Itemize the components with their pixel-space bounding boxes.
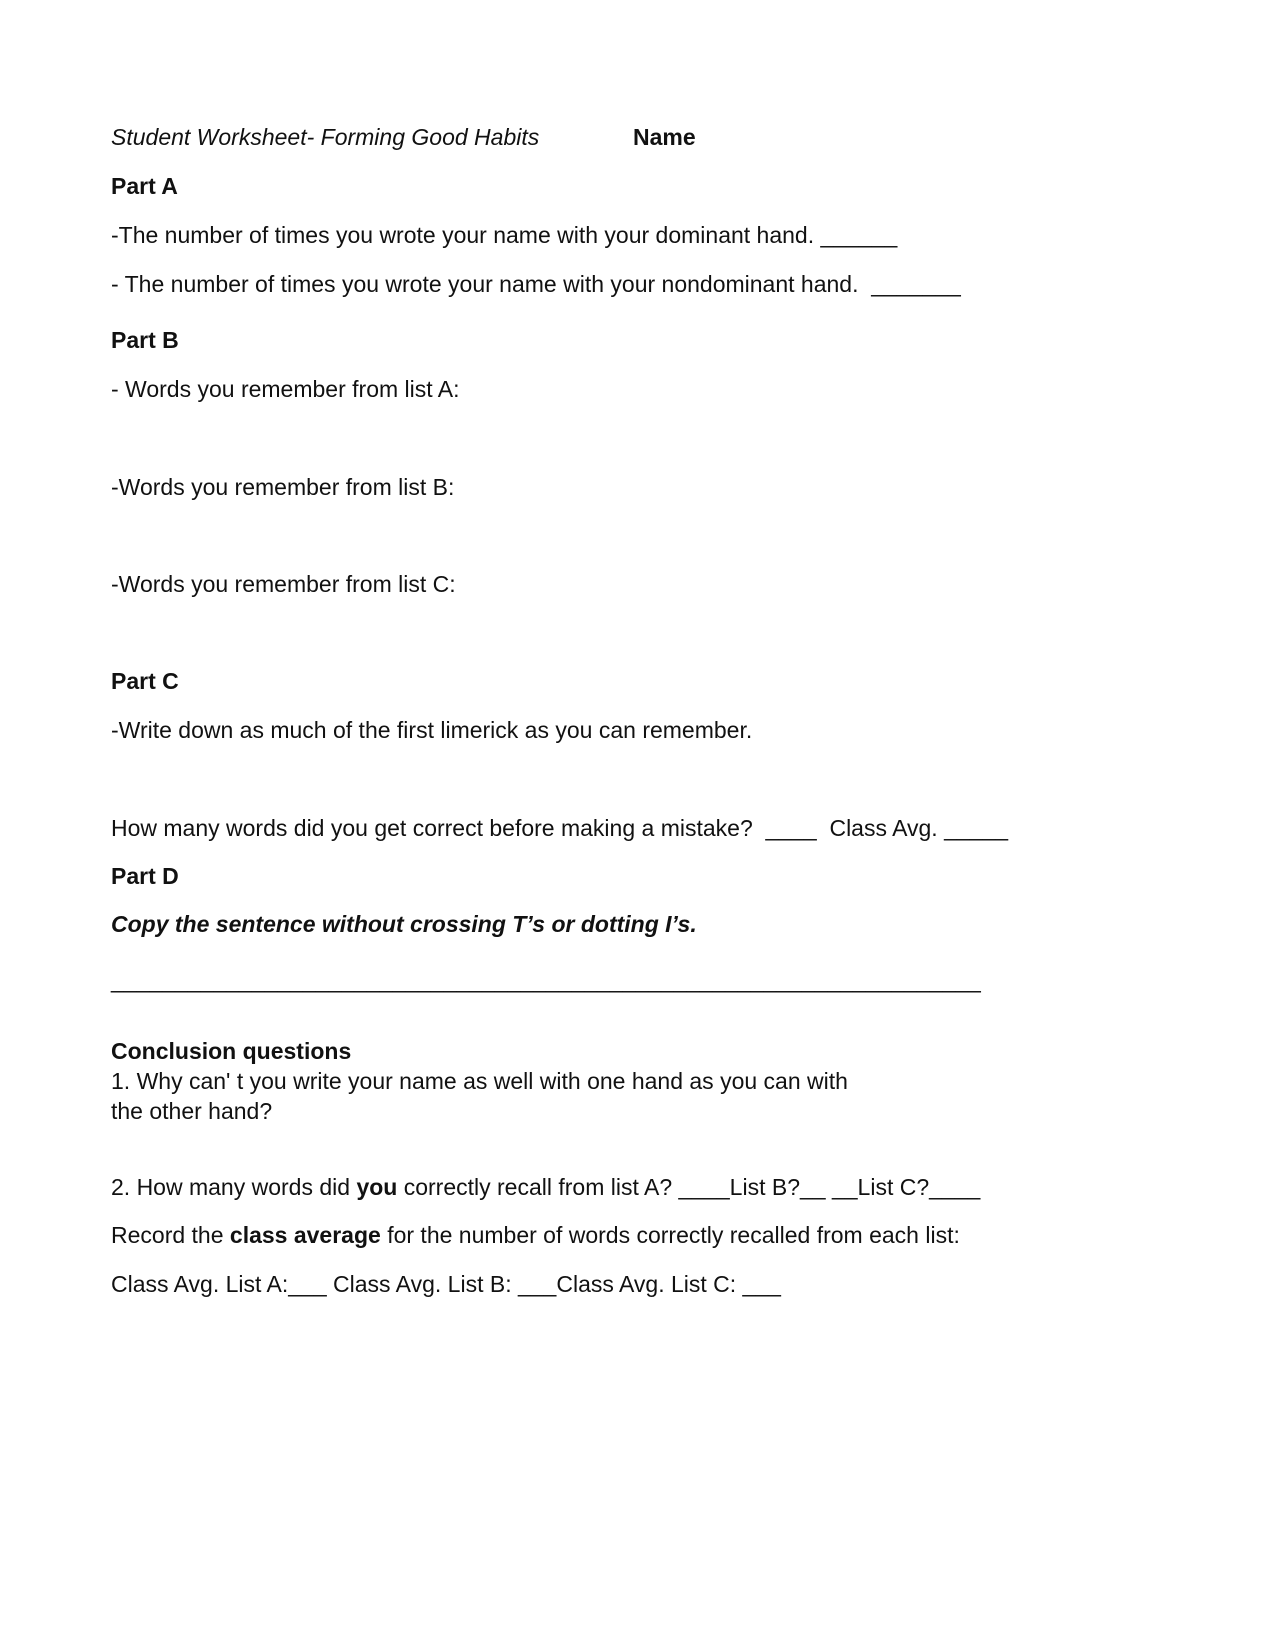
conclusion-q2-pre: 2. How many words did [111, 1174, 357, 1200]
record-post: for the number of words correctly recalled from each list: [380, 1222, 960, 1248]
record-class-average [111, 1220, 960, 1250]
record-emphasis: class average [229, 1222, 381, 1248]
record-pre: Record the [111, 1222, 230, 1248]
worksheet-title: Student Worksheet- Forming Good Habits [111, 124, 540, 150]
part-b-list-a: - Words you remember from list A: [111, 376, 460, 402]
part-d-heading: Part D [111, 863, 179, 889]
part-b-list-b: -Words you remember from list B: [111, 474, 455, 500]
part-d-answer-line: ____________________________________________________________________ [111, 967, 981, 993]
part-c-question: How many words did you get correct before making a mistake? ____ Class Avg. _____ [111, 815, 1009, 841]
part-d-instruction: Copy the sentence without crossing T’s or dotting I’s. [111, 911, 697, 937]
part-b-list-c: -Words you remember from list C: [111, 571, 456, 597]
part-a-question-1: -The number of times you wrote your name with your dominant hand. ______ [111, 222, 898, 248]
part-c-heading: Part C [111, 668, 179, 694]
conclusion-q2 [111, 1172, 980, 1202]
conclusion-q2-post: correctly recall from list A? ____List B?__ __List C?____ [397, 1174, 981, 1200]
name-label: Name [633, 124, 696, 150]
class-averages-line: Class Avg. List A:___ Class Avg. List B: ___Class Avg. List C: ___ [111, 1271, 781, 1297]
conclusion-q1-line-2: the other hand? [111, 1098, 273, 1124]
part-a-question-2: - The number of times you wrote your name with your nondominant hand. _______ [111, 271, 961, 297]
part-a-heading: Part A [111, 173, 178, 199]
conclusion-heading: Conclusion questions [111, 1038, 352, 1064]
conclusion-q1-line-1: 1. Why can' t you write your name as well with one hand as you can with [111, 1068, 848, 1094]
part-b-heading: Part B [111, 327, 179, 353]
part-c-instruction: -Write down as much of the first limerick as you can remember. [111, 717, 753, 743]
conclusion-q2-emphasis: you [356, 1174, 398, 1200]
